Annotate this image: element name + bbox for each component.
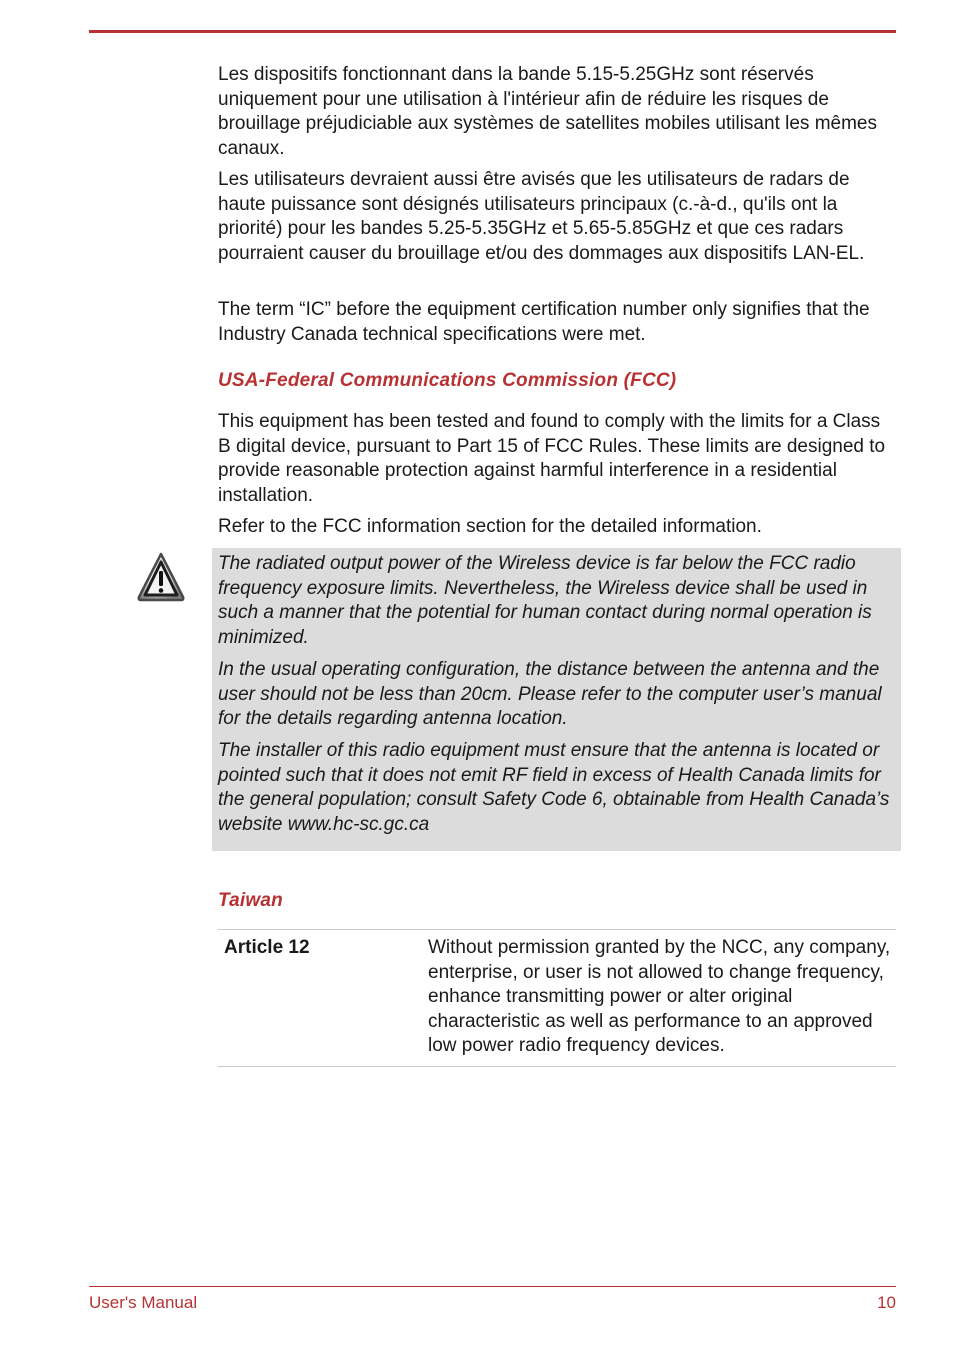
paragraph-fcc-refer: Refer to the FCC information section for the detailed information. — [218, 516, 762, 537]
header-rule — [89, 30, 896, 33]
paragraph-band-5-15: Les dispositifs fonctionnant dans la bande 5.15-5.25GHz sont réservés uniquement pour une utilisation à l'intérieur afin de réduire les risques de brouillage préjudiciable aux systèmes de satellites mobiles utilisant les mêmes canaux. — [218, 64, 877, 159]
table-top-rule — [218, 929, 896, 930]
note-paragraph-output-power: The radiated output power of the Wireless device is far below the FCC radio frequency exposure limits. Nevertheless, the Wireless device shall be used in such a manner that the potential for human contact during normal operation is minimized. — [218, 553, 872, 648]
footer-rule — [89, 1286, 896, 1287]
footer-manual-title: User's Manual — [89, 1293, 198, 1312]
paragraph-radar-users: Les utilisateurs devraient aussi être avisés que les utilisateurs de radars de haute puissance sont désignés utilisateurs principaux (c.-à-d., qu'ils ont la priorité) pour les bandes 5.25-5.35GHz et 5.65-5.85GHz et que ces radars pourraient causer du brouillage et/ou des dommages aux dispositifs LAN-EL. — [218, 169, 865, 264]
warning-triangle-icon — [136, 551, 186, 603]
table-bottom-rule — [218, 1066, 896, 1067]
note-paragraph-installer: The installer of this radio equipment must ensure that the antenna is located or pointed such that it does not emit RF field in excess of Health Canada limits for the general population; consult Safety Code 6, obtainable from Health Canada’s website www.hc-sc.gc.ca — [218, 740, 890, 835]
fcc-heading: USA-Federal Communications Commission (FCC) — [218, 370, 677, 391]
paragraph-fcc-compliance: This equipment has been tested and found to comply with the limits for a Class B digital device, pursuant to Part 15 of FCC Rules. These limits are designed to provide reasonable protection against harmful interference in a residential installation. — [218, 411, 886, 506]
paragraph-ic-term: The term “IC” before the equipment certification number only signifies that the Industry Canada technical specifications were met. — [218, 299, 870, 345]
note-paragraph-antenna-distance: In the usual operating configuration, the distance between the antenna and the user should not be less than 20cm. Please refer to the computer user’s manual for the details regarding antenna location. — [218, 659, 882, 729]
table-cell-article: Article 12 — [224, 937, 310, 958]
table-cell-description: Without permission granted by the NCC, any company, enterprise, or user is not allowed to change frequency, enhance transmitting power or alter original characteristic as well as performance to an approved low power radio frequency devices. — [428, 937, 891, 1056]
footer-page-number: 10 — [877, 1293, 896, 1312]
fcc-section — [218, 370, 676, 392]
taiwan-section — [218, 890, 283, 912]
taiwan-heading: Taiwan — [218, 890, 283, 911]
